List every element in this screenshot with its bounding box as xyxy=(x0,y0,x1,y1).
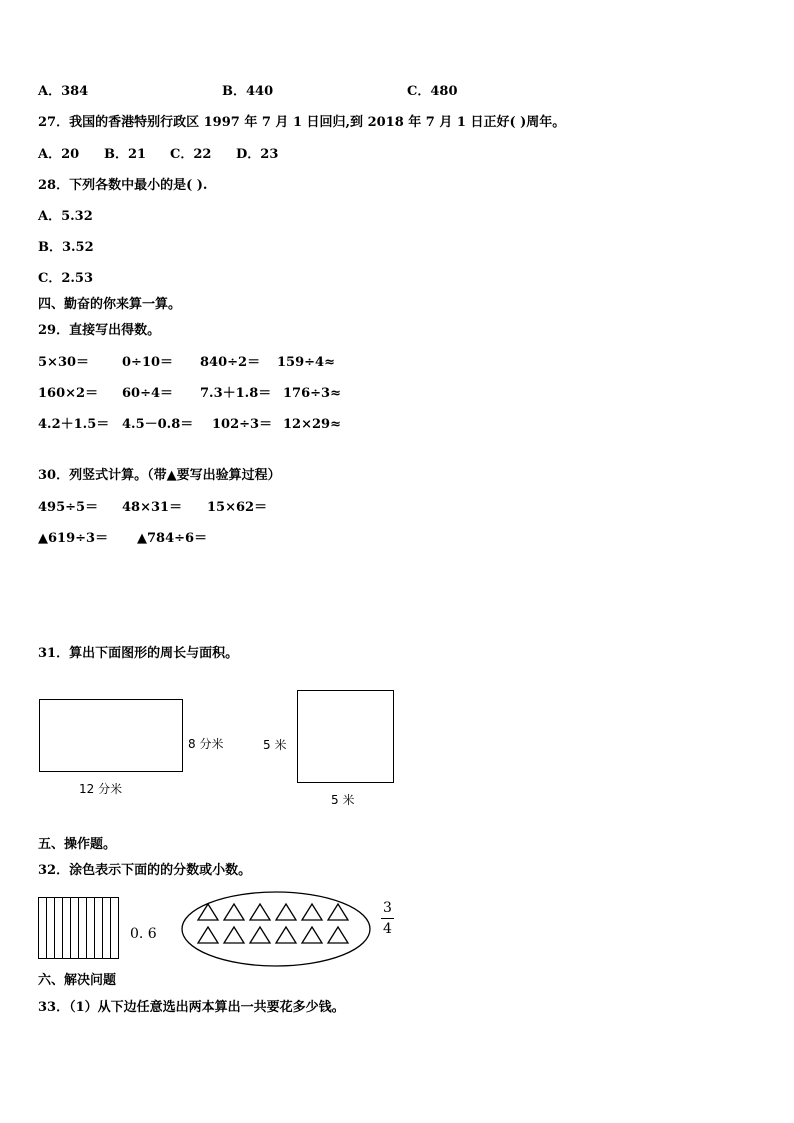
q26-option-c: C．480 xyxy=(407,84,458,99)
q26-option-b: B．440 xyxy=(222,84,274,99)
rect-side-label: 8 分米 xyxy=(188,737,224,751)
section5-title: 五、操作题。 xyxy=(38,837,117,852)
section4-title: 四、勤奋的你来算一算。 xyxy=(38,297,182,312)
q29-cell: 5×30＝ xyxy=(38,355,90,370)
fraction-bar xyxy=(381,918,394,919)
q29-cell: 4.2＋1.5＝ xyxy=(38,417,110,432)
section6-title: 六、解决问题 xyxy=(38,973,117,988)
q29-cell: 7.3＋1.8＝ xyxy=(200,386,272,401)
q27-option-d: D．23 xyxy=(236,147,279,162)
q28-option-a: A．5.32 xyxy=(38,209,93,224)
square-figure xyxy=(297,690,394,783)
q30-item: 48×31＝ xyxy=(122,500,183,515)
fraction-denominator: 4 xyxy=(383,921,392,937)
q27-option-b: B．21 xyxy=(104,147,147,162)
rectangle-figure xyxy=(39,699,183,772)
q29-stem: 29．直接写出得数。 xyxy=(38,323,161,338)
ellipse-triangles-figure xyxy=(180,890,372,970)
q30-item: 495÷5＝ xyxy=(38,500,99,515)
rect-bottom-label: 12 分米 xyxy=(79,782,123,796)
q33-stem: 33．（1）从下边任意选出两本算出一共要花多少钱。 xyxy=(38,1000,345,1015)
q30-item: 15×62＝ xyxy=(207,500,268,515)
q29-cell: 160×2＝ xyxy=(38,386,99,401)
q30-item: ▲619÷3＝ xyxy=(38,531,109,546)
q29-cell: 12×29≈ xyxy=(283,417,341,432)
square-bottom-label: 5 米 xyxy=(331,793,355,807)
q28-stem: 28．下列各数中最小的是( ). xyxy=(38,178,208,193)
q32-stem: 32．涂色表示下面的的分数或小数。 xyxy=(38,863,252,878)
q31-stem: 31．算出下面图形的周长与面积。 xyxy=(38,646,239,661)
q28-option-c: C．2.53 xyxy=(38,271,94,286)
q29-cell: 0÷10＝ xyxy=(122,355,174,370)
q29-cell: 4.5－0.8＝ xyxy=(122,417,194,432)
decimal-label: 0. 6 xyxy=(130,926,157,942)
q29-cell: 102÷3＝ xyxy=(212,417,273,432)
striped-bar-figure xyxy=(38,897,120,960)
q27-option-a: A．20 xyxy=(38,147,80,162)
q30-stem: 30．列竖式计算。（带▲要写出验算过程） xyxy=(38,468,281,483)
q28-option-b: B．3.52 xyxy=(38,240,94,255)
q29-cell: 840÷2＝ xyxy=(200,355,261,370)
q27-stem: 27．我国的香港特别行政区 1997 年 7 月 1 日回归,到 2018 年 7 月 1 日正好( )周年。 xyxy=(38,115,566,130)
square-side-label: 5 米 xyxy=(263,738,287,752)
q27-option-c: C．22 xyxy=(170,147,212,162)
q29-cell: 159÷4≈ xyxy=(277,355,335,370)
fraction-numerator: 3 xyxy=(383,900,392,916)
q26-option-a: A．384 xyxy=(38,84,89,99)
q29-cell: 60÷4＝ xyxy=(122,386,174,401)
q29-cell: 176÷3≈ xyxy=(283,386,341,401)
q30-item: ▲784÷6＝ xyxy=(137,531,208,546)
